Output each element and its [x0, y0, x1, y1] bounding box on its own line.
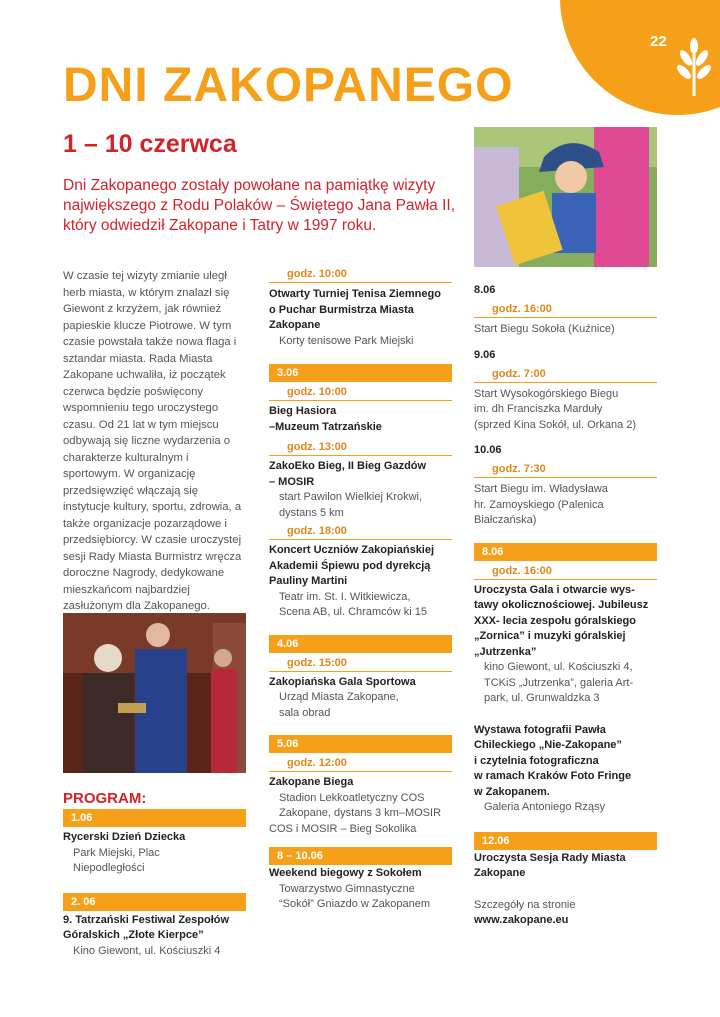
event-time: godz. 13:00	[287, 441, 347, 453]
date-bar: 2. 06	[63, 893, 246, 911]
event-place: Start Wysokogórskiego Biegu	[474, 387, 619, 400]
ceremony-photo	[63, 613, 246, 773]
event-place: Towarzystwo Gimnastyczne	[279, 882, 415, 895]
time-line	[269, 440, 452, 456]
event-place: Kino Giewont, ul. Kościuszki 4	[73, 944, 221, 957]
time-line	[474, 302, 657, 318]
event-title: 9. Tatrzański Festiwal Zespołów	[63, 913, 230, 926]
event-title: tawy okolicznościowej. Jubileusz	[474, 599, 649, 611]
time-line	[474, 564, 657, 580]
event-title: Zakopane	[269, 319, 321, 331]
event-title: Weekend biegowy z Sokołem	[269, 867, 422, 879]
event-time: godz. 18:00	[287, 525, 347, 537]
date-bar: 12.06	[474, 832, 657, 850]
date-bar: 4.06	[269, 635, 452, 653]
program-column-1	[63, 809, 246, 959]
event-place: “Sokół” Gniazdo w Zakopanem	[279, 898, 431, 910]
event-title: Wystawa fotografii Pawła	[474, 723, 606, 736]
event-title: Bieg Hasiora	[269, 405, 337, 417]
event-date: 9.06	[474, 348, 496, 361]
event-time: godz. 10:00	[287, 268, 347, 280]
event-place: Urząd Miasta Zakopane,	[279, 691, 399, 703]
event-date: 8.06	[474, 284, 496, 296]
event-place: im. dh Franciszka Marduły	[474, 403, 603, 415]
event-place: dystans 5 km	[279, 506, 344, 519]
time-line	[269, 267, 452, 283]
event-time: godz. 10:00	[287, 386, 347, 398]
event-time: godz. 7:30	[492, 463, 546, 475]
event-place: Start Biegu Sokoła (Kuźnice)	[474, 323, 615, 335]
event-place: Korty tenisowe Park Miejski	[279, 334, 414, 347]
event-title: Chileckiego „Nie-Zakopane”	[474, 739, 622, 751]
event-place: Scena AB, ul. Chramców ki 15	[279, 606, 427, 618]
event-place: (sprzed Kina Sokół, ul. Orkana 2)	[474, 418, 637, 431]
event-title: „Zornica” i muzyki góralskiej	[474, 630, 626, 642]
event-time: godz. 16:00	[492, 564, 552, 577]
event-title: Zakopane	[474, 867, 526, 879]
event-title: Zakopiańska Gala Sportowa	[269, 675, 416, 688]
event-place: Stadion Lekkoatletyczny COS	[279, 791, 425, 804]
event-place: Zakopane, dystans 3 km–MOSIR	[279, 807, 442, 819]
website-link[interactable]: www.zakopane.eu	[474, 914, 569, 926]
event-place: Galeria Antoniego Rząsy	[484, 801, 606, 813]
event-place: TCKiS „Jutrzenka”, galeria Art-	[484, 676, 634, 689]
date-bar: 3.06	[269, 364, 452, 382]
event-title: –Muzeum Tatrzańskie	[269, 420, 382, 433]
event-place: start Pawilon Wielkiej Krokwi,	[279, 491, 423, 503]
time-line	[269, 756, 452, 772]
event-title: Zakopane Biega	[269, 776, 354, 788]
event-title: w Zakopanem.	[474, 785, 550, 798]
event-place: park, ul. Grunwaldzka 3	[484, 692, 600, 704]
time-line	[474, 462, 657, 478]
event-title: Otwarty Turniej Tenisa Ziemnego	[269, 288, 441, 300]
event-place: COS i MOSIR – Bieg Sokolika	[269, 822, 417, 835]
body-text: W czasie tej wizyty zmianie uległ herb miasta, w którym znalazł się Giewont z krzyżem, jak również papieskie klucze Piotrowe. W tym czasie powstała także nowa flaga i sztandar miasta. Rada Miasta Zakopane uchwaliła, iż początek czerwca będzie poświęcony wspomnieniu tego uroczystego czasu. Od 21 lat w tym miejscu odbywają się liczne wydarzenia o charakterze kulturalnym i sportowym. W organizację przedsięwzięć włączają się instytucje kultury, sportu, zdrowia, a także organizacje pozarządowe i przedsiębiorcy. W czasie uroczystej sesji Rady Miasta Burmistrz wręcza doroczne Nagrody, dedykowane mieszkańcom najbardziej zasłużonym dla Zakopanego.	[63, 270, 242, 612]
details-note: Szczegóły na stronie	[474, 898, 576, 911]
wheat-icon	[672, 38, 716, 98]
time-line	[269, 385, 452, 401]
event-title: Akademii Śpiewu pod dyrekcją	[269, 559, 431, 572]
event-time: godz. 15:00	[287, 656, 347, 669]
page-title: DNI ZAKOPANEGO	[63, 59, 514, 112]
event-place: sala obrad	[279, 706, 331, 719]
time-line	[269, 656, 452, 672]
event-title: i czytelnia fotograficzna	[474, 754, 599, 767]
event-place: hr. Zamoyskiego (Palenica	[474, 498, 604, 511]
date-bar: 1.06	[63, 809, 246, 827]
event-title: o Puchar Burmistrza Miasta	[269, 303, 414, 316]
event-title: Góralskich „Złote Kierpce”	[63, 929, 204, 941]
event-title: ZakoEko Bieg, II Bieg Gazdów	[269, 460, 427, 472]
child-reading-photo	[474, 127, 657, 267]
program-column-2	[269, 267, 452, 913]
intro-text: Dni Zakopanego zostały powołane na pamiątkę wizyty największego z Rodu Polaków – Świętego Jana Pawła II, który odwiedził Zakopane i Tatry w 1997 roku.	[63, 177, 456, 234]
page-number: 22	[650, 33, 667, 50]
date-bar: 8 – 10.06	[269, 847, 452, 865]
date-range: 1 – 10 czerwca	[63, 130, 237, 158]
event-title: Koncert Uczniów Zakopiańskiej	[269, 544, 435, 556]
event-place: Białczańska)	[474, 514, 537, 526]
date-bar: 8.06	[474, 543, 657, 561]
event-title: w ramach Kraków Foto Fringe	[474, 770, 632, 782]
event-place: Start Biegu im. Władysława	[474, 483, 608, 495]
program-column-3	[474, 283, 657, 929]
time-line	[269, 524, 452, 540]
event-place: Teatr im. St. I. Witkiewicza,	[279, 590, 411, 603]
event-time: godz. 12:00	[287, 757, 347, 769]
date-bar: 5.06	[269, 735, 452, 753]
event-place: Park Miejski, Plac	[73, 846, 160, 859]
event-time: godz. 7:00	[492, 367, 546, 380]
event-title: XXX- lecia zespołu góralskiego	[474, 614, 636, 627]
event-title: Rycerski Dzień Dziecka	[63, 831, 186, 843]
event-title: – MOSIR	[269, 475, 315, 488]
program-heading: PROGRAM:	[63, 790, 147, 807]
time-line	[474, 367, 657, 383]
event-place: Niepodległości	[73, 862, 145, 874]
event-place: kino Giewont, ul. Kościuszki 4,	[484, 661, 633, 673]
event-title: „Jutrzenka”	[474, 645, 537, 658]
event-title: Uroczysta Sesja Rady Miasta	[474, 851, 626, 864]
event-date: 10.06	[474, 444, 502, 456]
event-title: Uroczysta Gala i otwarcie wys-	[474, 583, 635, 596]
event-time: godz. 16:00	[492, 303, 552, 315]
event-title: Pauliny Martini	[269, 575, 348, 587]
